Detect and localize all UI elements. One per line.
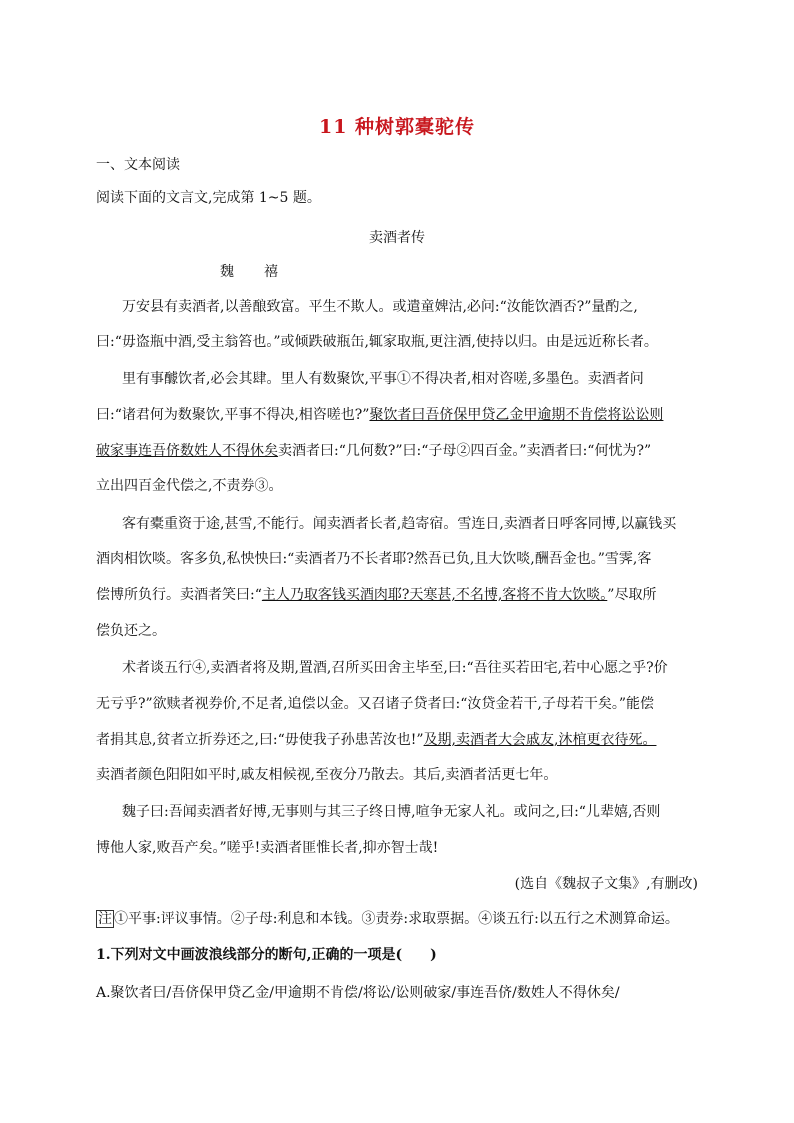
passage-text: 偿博所负行。卖酒者笑曰:“ [96,587,262,603]
question-1: 1.下列对文中画波浪线部分的断句,正确的一项是( ) [96,947,437,963]
section-heading: 一、文本阅读 [96,157,180,173]
passage-line: 卖酒者颜色阳阳如平时,戚友相候视,至夜分乃散去。其后,卖酒者活更七年。 [96,767,558,783]
passage-line: 客有橐重资于途,甚雪,不能行。闻卖酒者长者,趋寄宿。雪连日,卖酒者日呼客同博,以赢钱买 [122,516,677,532]
passage-line: 术者谈五行④,卖酒者将及期,置酒,召所买田舍主毕至,曰:“吾往买若田宅,若中心愿之乎?价 [122,660,668,676]
passage-line [96,441,651,461]
passage-line: 立出四百金代偿之,不责券③。 [96,478,283,494]
passage-author: 魏 禧 [220,264,286,280]
note-label: 注 [98,911,112,927]
page-title: 11 种树郭橐驼传 [318,116,476,138]
passage-title: 卖酒者传 [369,230,425,246]
passage-line: 博他人家,败吾产矣。”嗟乎!卖酒者匪惟长者,抑亦智士哉! [96,840,439,856]
passage-line: 酒肉相饮啖。客多负,私怏怏曰:“卖酒者乃不长者耶?然吾已负,且大饮啖,酬吾金也。”雪霁,客 [96,551,652,567]
instruction: 阅读下面的文言文,完成第 1~5 题。 [96,190,321,206]
passage-line: 里有事醵饮者,必会其肆。里人有数聚饮,平事①不得决者,相对咨嗟,多墨色。卖酒者问 [122,371,644,387]
passage-line: 曰:“毋盗瓶中酒,受主翁笞也。”或倾跌破瓶缶,辄家取瓶,更注酒,使持以归。由是远近称长者。 [96,334,658,350]
note-text: ①平事:评议事情。②子母:利息和本钱。③责券:求取票据。④谈五行:以五行之术测算命运。 [114,911,679,927]
passage-text: 者捐其息,贫者立折券还之,曰:“毋使我子孙患苦汝也!” [96,732,424,748]
wavy-underlined-text: 聚饮者曰吾侪保甲贷乙金甲逾期不肯偿将讼讼则 [369,407,664,423]
annotation-notes [96,909,679,929]
passage-text: 曰:“诸君何为数聚饮,平事不得决,相咨嗟也?” [96,407,370,423]
passage-text: 卖酒者曰:“几何数?”曰:“子母②四百金。”卖酒者曰:“何忧为?” [278,443,652,459]
passage-line [96,585,656,605]
passage-line: 偿负还之。 [96,623,166,639]
passage-line: 魏子曰:吾闻卖酒者好博,无事则与其三子终日博,喧争无家人礼。或问之,曰:“儿辈嬉,否则 [122,804,661,820]
source-citation: (选自《魏叔子文集》,有删改) [514,876,698,892]
underlined-sentence: 及期,卖酒者大会戚友,沐棺更衣待死。 [423,732,657,748]
passage-line [96,730,656,750]
option-a: A.聚饮者曰/吾侪保甲贷乙金/甲逾期不肯偿/将讼/讼则破家/事连吾侪/数姓人不得休矣/ [96,985,620,1001]
passage-line: 无亏乎?”欲赎者视券价,不足者,追偿以金。又召诸子贷者曰:“汝贷金若干,子母若干矣。”能偿 [96,696,655,712]
underlined-sentence: 主人乃取客钱买酒肉耶?天寒甚,不名博,客将不肯大饮啖。 [261,587,608,603]
passage-text: ”尽取所 [607,587,657,603]
passage-line [96,405,663,425]
passage-line: 万安县有卖酒者,以善酿致富。平生不欺人。或遣童婢沽,必问:“汝能饮酒否?”量酌之, [122,299,638,315]
wavy-underlined-text: 破家事连吾侪数姓人不得休矣 [96,443,278,459]
